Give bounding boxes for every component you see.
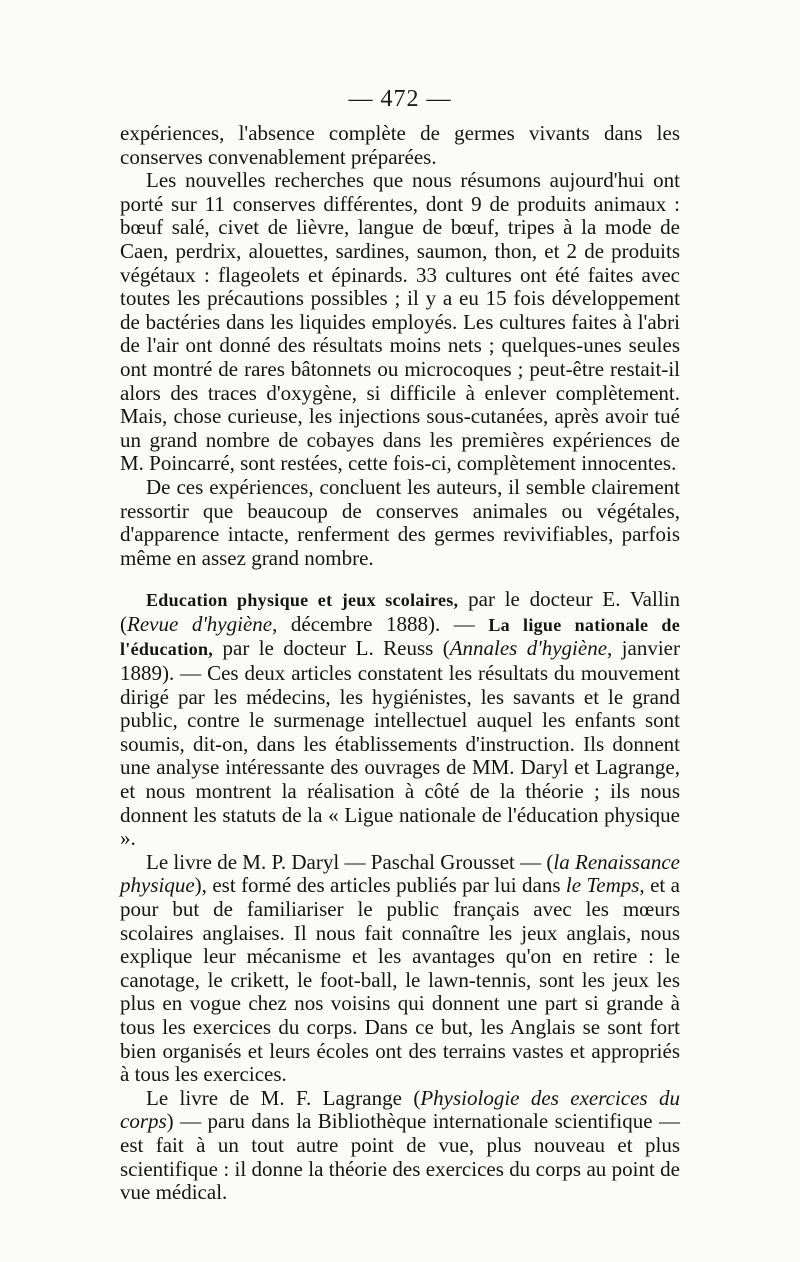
body-text xyxy=(120,122,680,1205)
journal-title-annales-hygiene: Annales d'hygiène, xyxy=(449,636,613,661)
text-run: par le docteur L. Reuss ( xyxy=(213,636,450,661)
newspaper-title-le-temps: le Temps xyxy=(565,873,640,898)
paragraph-new-research: Les nouvelles recherches que nous résumons aujourd'hui ont porté sur 11 conserves différentes, dont 9 de produits animaux : bœuf salé, civet de lièvre, langue de bœuf, tripes à la mode de Caen, perdrix, alouettes, sardines, saumon, thon, et 2 de produits végétaux : flageolets et épinards. 33 cultures ont été faites avec toutes les précautions possibles ; il y a eu 15 fois développement de bactéries dans les liquides employés. Les cultures faites à l'abri de l'air ont donné des résultats moins nets ; quelques-unes seules ont montré de rares bâtonnets ou microcoques ; peut-être restait-il alors des traces d'oxygène, si difficile à enlever complètement. Mais, chose curieuse, les injections sous-cutanées, après avoir tué un grand nombre de cobayes dans les premières expériences de M. Poincarré, sont restées, cette fois-ci, complètement innocentes. xyxy=(120,168,680,476)
journal-title-revue-hygiene: Revue d'hygiène, xyxy=(127,611,278,636)
text-run: janvier 1889). — Ces deux articles constatent les résultats du mouvement dirigé par les médecins, les hygiénistes, les savants et le grand public, contre le surmenage intellectuel auquel les enfants sont soumis, dit-on, dans les établissements d'instruction. Ils donnent une analyse intéressante des ouvrages de MM. Daryl et Lagrange, et nous montrent la réalisation à côté de la théorie ; ils nous donnent les statuts de la « Ligue nationale de l'éducation physique ». xyxy=(120,636,680,851)
article-title-education-physique: Education physique et jeux scolaires, xyxy=(146,590,459,611)
paragraph-conclusion: De ces expériences, concluent les auteurs, il semble clairement ressortir que beaucoup de conserves animales ou végétales, d'apparence intacte, renferment des germes revivifiables, parfois même en assez grand nombre. xyxy=(120,474,680,570)
text-run: ), est formé des articles publiés par lui dans xyxy=(194,873,566,898)
book-title-renaissance-physique: la Renaissance physique xyxy=(120,849,680,898)
paragraph-daryl-book xyxy=(120,851,680,1087)
book-title-physiologie-exercices: Physiologie des exercices du corps xyxy=(120,1085,680,1134)
text-run: , et a pour but de familiariser le public français avec les mœurs scolaires anglaises. Il nous fait connaître les jeux anglais, nous explique leur mécanisme et les avantages qu'on en retire : le canotage, le crikett, le foot-ball, le lawn-tennis, sont les jeux les plus en vogue chez nos voisins qui donnent une part si grande à tous les exercices du corps. Dans ce but, les Anglais se sont fort bien organisés et leurs écoles ont des terrains vastes et appropriés à tous les exercices. xyxy=(120,873,680,1087)
article-title-ligue-nationale: La ligue nationale de l'éducation, xyxy=(120,614,680,660)
text-run: Le livre de M. P. Daryl — Paschal Grousset — ( xyxy=(146,849,554,874)
text-run: Le livre de M. F. Lagrange ( xyxy=(146,1085,421,1110)
text-run: par le docteur E. Vallin ( xyxy=(120,587,680,636)
paragraph-review-education xyxy=(120,588,680,851)
text-run: ) — paru dans la Bibliothèque internationale scientifique — est fait à un tout autre point de vue, plus nouveau et plus scientifique : il donne la théorie des exercices du corps au point de vue médical. xyxy=(120,1109,680,1205)
text-run: décembre 1888). — xyxy=(277,611,489,636)
page-number: — 472 — xyxy=(348,86,452,112)
paragraph-continuation: expériences, l'absence complète de germes vivants dans les conserves convenablement préparées. xyxy=(120,121,680,169)
paragraph-lagrange-book xyxy=(120,1087,680,1205)
